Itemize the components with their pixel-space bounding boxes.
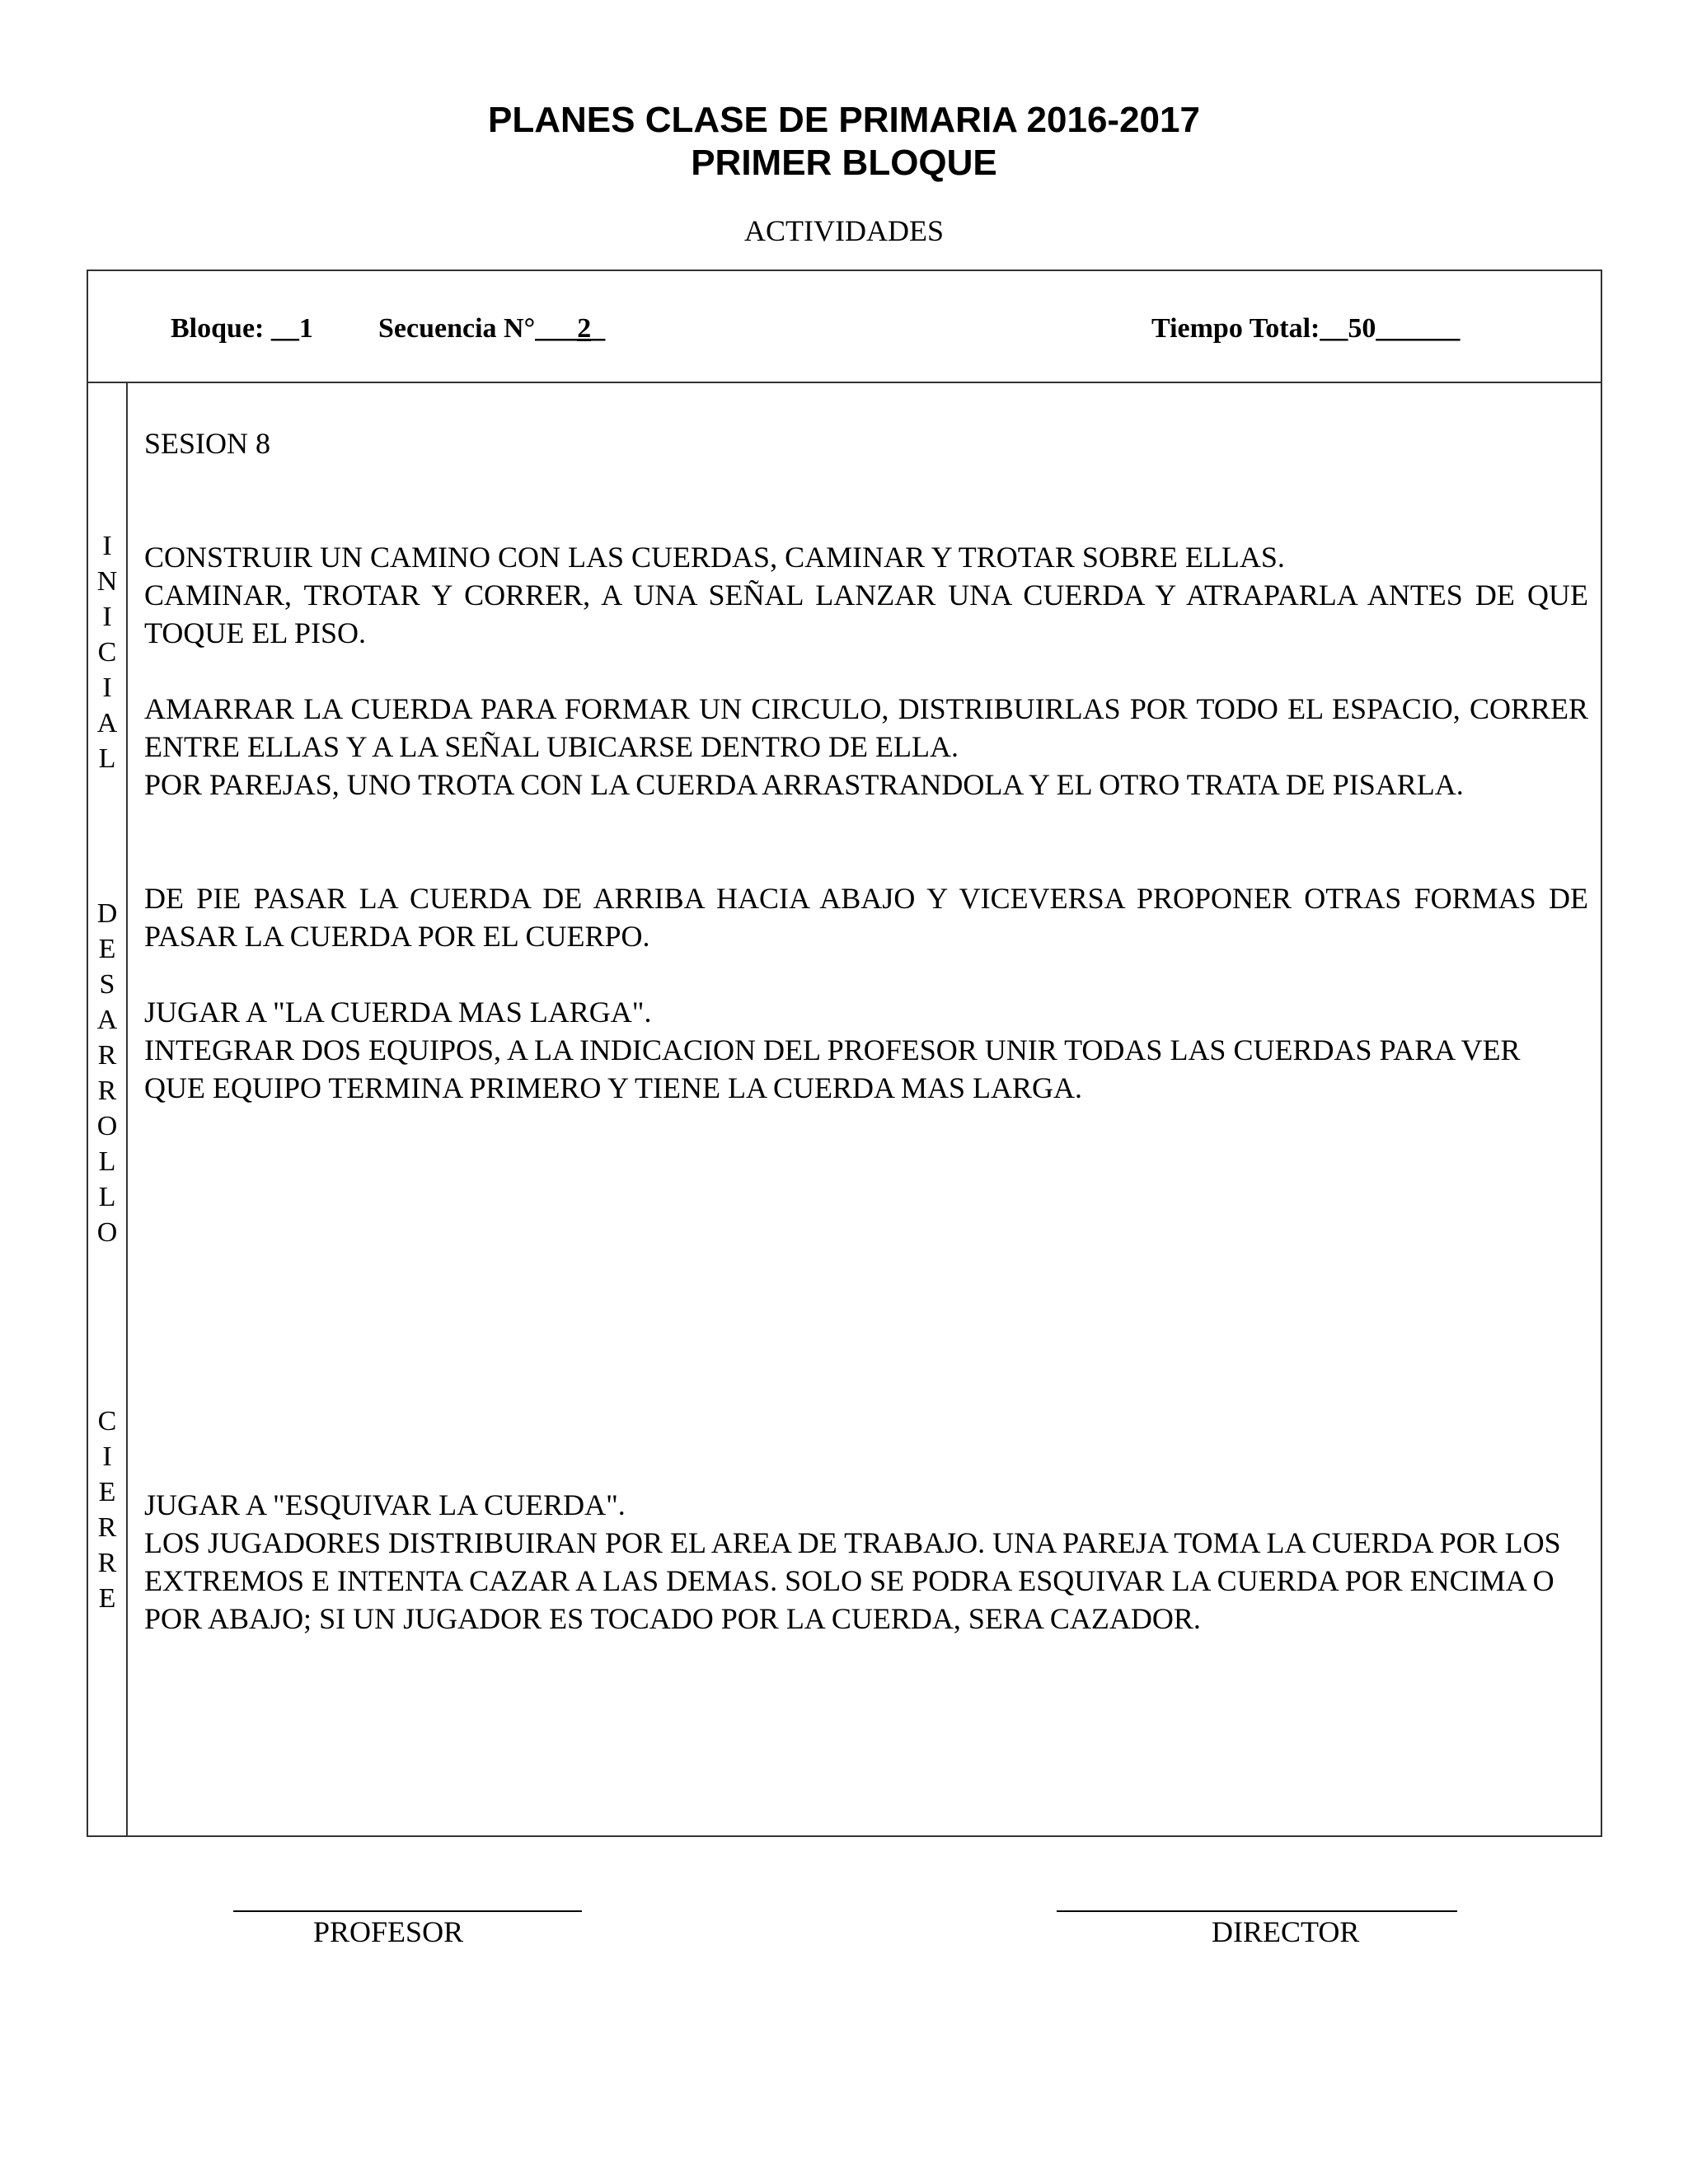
section-heading-actividades: ACTIVIDADES bbox=[744, 214, 944, 247]
tiempo-label: Tiempo Total:__ bbox=[1151, 313, 1348, 344]
activity-text: CONSTRUIR UN CAMINO CON LAS CUERDAS, CAMINAR Y TROTAR SOBRE ELLAS. bbox=[144, 541, 1285, 574]
document-subtitle-bloque: PRIMER BLOQUE bbox=[691, 143, 997, 183]
activity-text: JUGAR A "LA CUERDA MAS LARGA". bbox=[144, 996, 652, 1029]
inicial-block-1 bbox=[144, 538, 1588, 652]
activity-text: POR PAREJAS, UNO TROTA CON LA CUERDA ARRASTRANDOLA Y EL OTRO TRATA DE PISARLA. bbox=[144, 768, 1464, 801]
activity-text: DE PIE PASAR LA CUERDA DE ARRIBA HACIA ABAJO Y VICEVERSA PROPONER OTRAS FORMAS DE PASAR LA CUERDA POR EL CUERPO. bbox=[144, 882, 1588, 953]
secuencia-field bbox=[378, 312, 605, 345]
inicial-block-2 bbox=[144, 690, 1588, 804]
secuencia-value: 2 bbox=[577, 313, 592, 344]
tiempo-tail: ______ bbox=[1376, 313, 1461, 344]
activities-table bbox=[87, 269, 1602, 1837]
bloque-label: Bloque: __ bbox=[171, 313, 299, 344]
label-cierre: C I E R R E bbox=[97, 1406, 117, 1614]
label-desarrollo: D E S A R R O L L O bbox=[96, 898, 118, 1248]
phase-label-column bbox=[88, 383, 128, 1835]
info-row bbox=[88, 271, 1601, 383]
activity-text: AMARRAR LA CUERDA PARA FORMAR UN CIRCULO, DISTRIBUIRLAS POR TODO EL ESPACIO, CORRER ENTRE ELLAS Y A LA SEÑAL UBICARSE DENTRO DE ELLA. bbox=[144, 692, 1588, 763]
secuencia-tail: _ bbox=[591, 313, 606, 344]
profesor-label: PROFESOR bbox=[313, 1915, 464, 1948]
activity-text: CAMINAR, TROTAR Y CORRER, A UNA SEÑAL LANZAR UNA CUERDA Y ATRAPARLA ANTES DE QUE TOQUE EL PISO. bbox=[144, 579, 1588, 649]
secuencia-label: Secuencia N°___ bbox=[378, 313, 578, 344]
tiempo-value: 50 bbox=[1348, 313, 1376, 344]
tiempo-total-field bbox=[1151, 312, 1460, 345]
document-title: PLANES CLASE DE PRIMARIA 2016-2017 bbox=[488, 100, 1200, 140]
cierre-block bbox=[144, 1486, 1588, 1638]
bloque-value: 1 bbox=[298, 313, 313, 344]
desarrollo-block-2 bbox=[144, 993, 1588, 1107]
director-label: DIRECTOR bbox=[1212, 1915, 1360, 1948]
desarrollo-block-1 bbox=[144, 879, 1588, 955]
activity-text: INTEGRAR DOS EQUIPOS, A LA INDICACION DEL PROFESOR UNIR TODAS LAS CUERDAS PARA VER QUE EQUIPO TERMINA PRIMERO Y TIENE LA CUERDA MAS LARGA. bbox=[144, 1033, 1521, 1104]
activity-text: LOS JUGADORES DISTRIBUIRAN POR EL AREA DE TRABAJO. UNA PAREJA TOMA LA CUERDA POR LOS EXTREMOS E INTENTA CAZAR A LAS DEMAS. SOLO SE PODRA ESQUIVAR LA CUERDA POR ENCIMA O POR ABAJO; SI UN JUGADOR ES TOCADO POR LA CUERDA, SERA CAZADOR. bbox=[144, 1526, 1561, 1635]
session-title: SESION 8 bbox=[144, 427, 271, 460]
profesor-signature-line bbox=[233, 1910, 582, 1912]
bloque-field bbox=[171, 312, 313, 345]
director-signature-line bbox=[1057, 1910, 1457, 1912]
label-inicial: I N I C I A L bbox=[96, 531, 118, 774]
activity-text: JUGAR A "ESQUIVAR LA CUERDA". bbox=[144, 1488, 626, 1521]
